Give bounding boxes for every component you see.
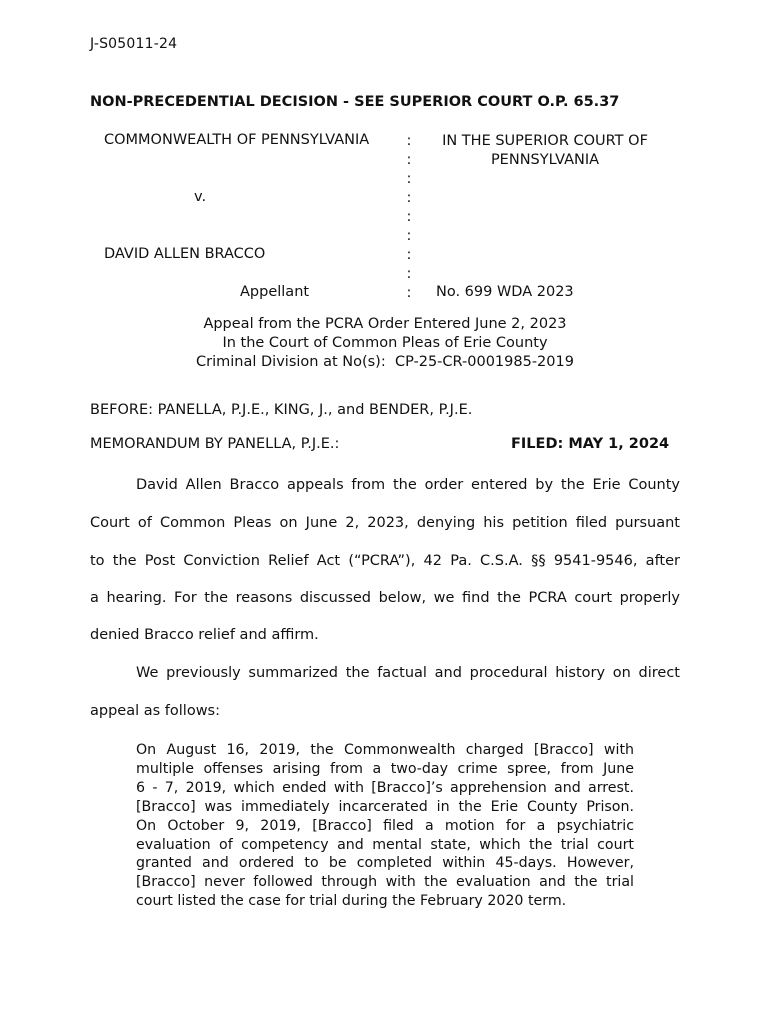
- caption-colon: :: [406, 190, 412, 206]
- quote-line: On August 16, 2019, the Commonwealth charged [Bracco] with: [136, 742, 634, 758]
- caption-colon: :: [406, 133, 412, 149]
- quote-line: multiple offenses arising from a two-day crime spree, from June: [136, 760, 634, 777]
- caption-colon: :: [406, 266, 412, 282]
- filed-date: FILED: MAY 1, 2024: [511, 436, 670, 452]
- caption-role: Appellant: [240, 284, 310, 300]
- caption-colon: :: [406, 228, 412, 244]
- appeal-line: Appeal from the PCRA Order Entered June 2, 2023: [203, 316, 567, 332]
- quote-line: 6 - 7, 2019, which ended with [Bracco]’s apprehension and arrest.: [136, 779, 634, 796]
- quote-line: evaluation of competency and mental state, which the trial court: [136, 836, 634, 853]
- caption-plaintiff: COMMONWEALTH OF PENNSYLVANIA: [104, 132, 370, 148]
- caption-defendant: DAVID ALLEN BRACCO: [104, 246, 266, 262]
- quote-line: court listed the case for trial during the February 2020 term.: [136, 893, 567, 910]
- paragraph-line: to the Post Conviction Relief Act (“PCRA”), 42 Pa. C.S.A. §§ 9541-9546, after: [90, 553, 680, 569]
- case-number: No. 699 WDA 2023: [436, 284, 574, 300]
- caption-colon: :: [406, 171, 412, 187]
- memorandum-author: MEMORANDUM BY PANELLA, P.J.E.:: [90, 436, 340, 452]
- appeal-info: [90, 315, 680, 372]
- paragraph-line: We previously summarized the factual and procedural history on direct: [136, 665, 680, 681]
- caption-colon: :: [406, 247, 412, 263]
- paragraph-line: denied Bracco relief and affirm.: [90, 627, 319, 643]
- quote-line: On October 9, 2019, [Bracco] filed a motion for a psychiatric: [136, 817, 634, 834]
- caption-colon: :: [406, 209, 412, 225]
- paragraph-line: Court of Common Pleas on June 2, 2023, denying his petition filed pursuant: [90, 515, 680, 531]
- paragraph-line: David Allen Bracco appeals from the order entered by the Erie County: [136, 477, 680, 493]
- paragraph-line: appeal as follows:: [90, 703, 220, 719]
- appeal-line: Criminal Division at No(s): CP-25-CR-0001985-2019: [196, 354, 574, 370]
- block-quote: [136, 741, 634, 911]
- quote-line: [Bracco] never followed through with the evaluation and the trial: [136, 874, 634, 891]
- decision-heading: NON-PRECEDENTIAL DECISION - SEE SUPERIOR COURT O.P. 65.37: [90, 94, 620, 110]
- quote-line: [Bracco] was immediately incarcerated in the Erie County Prison.: [136, 798, 634, 815]
- appeal-line: In the Court of Common Pleas of Erie County: [222, 335, 548, 351]
- quote-line: granted and ordered to be completed within 45-days. However,: [136, 855, 634, 872]
- caption-court: IN THE SUPERIOR COURT OF PENNSYLVANIA: [442, 133, 648, 168]
- panel-before: BEFORE: PANELLA, P.J.E., KING, J., and BENDER, P.J.E.: [90, 402, 473, 418]
- caption-colon: :: [406, 285, 412, 301]
- docket-number: J-S05011-24: [90, 36, 178, 52]
- caption-colon: :: [406, 152, 412, 168]
- caption-versus: v.: [194, 189, 207, 205]
- paragraph-line: a hearing. For the reasons discussed below, we find the PCRA court properly: [90, 590, 680, 606]
